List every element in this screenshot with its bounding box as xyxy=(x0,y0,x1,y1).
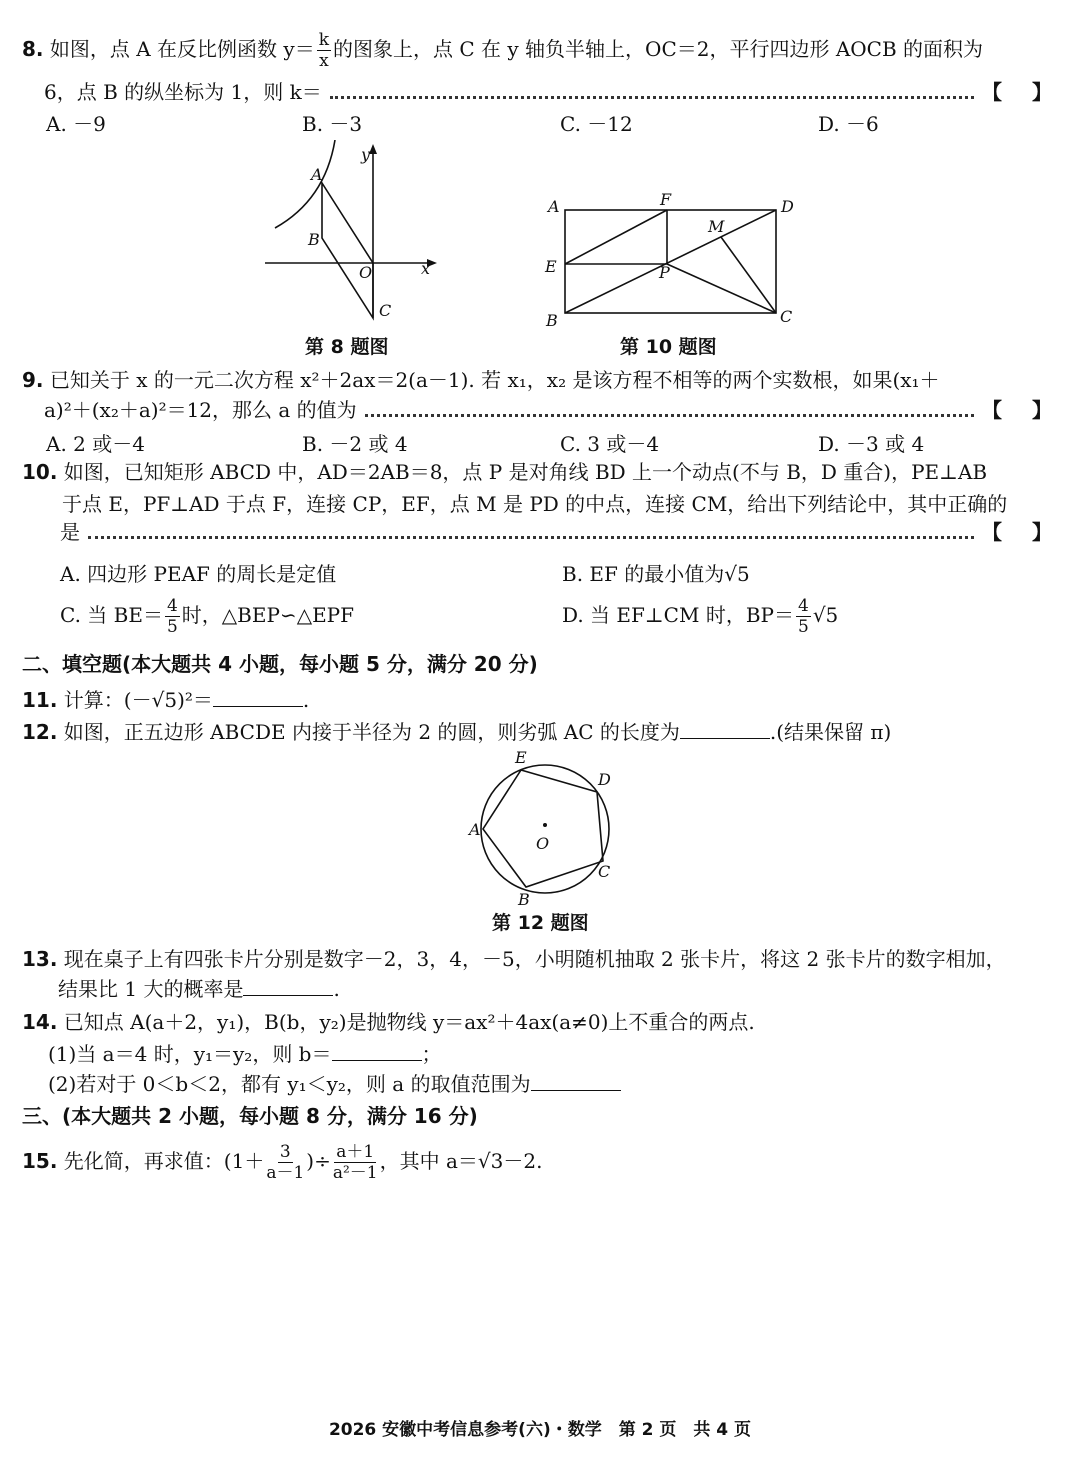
q8-text-part1: 如图，点 A 在反比例函数 y＝ xyxy=(49,37,315,61)
q8-frac-den: x xyxy=(319,51,329,71)
q10-line3 xyxy=(22,518,1052,546)
q8-figure xyxy=(255,140,445,325)
label-C: C xyxy=(780,307,793,326)
answer-bracket xyxy=(982,78,1052,106)
bracket-left: 【 xyxy=(982,80,1002,104)
bracket-left: 【 xyxy=(982,398,1002,422)
q13-end: . xyxy=(333,977,340,1001)
q15-post: ，其中 a＝√3－2. xyxy=(379,1149,543,1173)
label-P: P xyxy=(659,263,670,282)
q14-part1 xyxy=(22,1040,1078,1068)
segment-EF xyxy=(565,210,667,264)
label-A: A xyxy=(311,165,323,184)
diagonal-BD xyxy=(565,210,776,313)
label-B: B xyxy=(518,890,530,909)
q12-number: 12. xyxy=(22,720,58,744)
label-A: A xyxy=(469,820,481,839)
page-footer: 2026 安徽中考信息参考(六)・数学 第 2 页 共 4 页 xyxy=(328,1420,752,1440)
q9-option-b: B. －2 或 4 xyxy=(302,432,408,456)
q12-end: .(结果保留 π) xyxy=(769,720,892,744)
q8-option-d: D. －6 xyxy=(818,112,879,136)
q9-line2 xyxy=(22,396,1052,424)
q11-end: . xyxy=(302,688,310,712)
q10-option-c xyxy=(60,596,354,637)
q9-text-line2: a)²＋(x₂＋a)²＝12，那么 a 的值为 xyxy=(44,398,357,422)
segment-CM xyxy=(721,237,776,313)
q10-line1 xyxy=(22,458,1052,486)
q11-line xyxy=(22,686,1052,714)
leader-dots xyxy=(365,413,974,417)
q11-number: 11. xyxy=(22,688,58,712)
q14-part1-end: ； xyxy=(421,1042,442,1066)
q10-option-d-pre: D. 当 EF⊥CM 时，BP＝ xyxy=(562,603,794,627)
q9-option-c: C. 3 或－4 xyxy=(560,432,660,456)
q14-line1 xyxy=(22,1008,1052,1036)
q13-line2 xyxy=(22,975,1080,1003)
q9-option-a: A. 2 或－4 xyxy=(46,432,145,456)
frac-num: 4 xyxy=(166,596,178,616)
label-A: A xyxy=(548,197,560,216)
q13-number: 13. xyxy=(22,947,58,971)
frac-den: 5 xyxy=(797,617,809,637)
q10-figure xyxy=(540,188,800,328)
q8-line1 xyxy=(22,30,1052,71)
leader-dots xyxy=(88,535,974,539)
segment-CP xyxy=(667,264,776,313)
q10-text-line1: 如图，已知矩形 ABCD 中，AD＝2AB＝8，点 P 是对角线 BD 上一个动点(不与 B，D 重合)，PE⊥AB xyxy=(63,460,988,484)
bracket-left: 【 xyxy=(982,520,1002,544)
answer-bracket xyxy=(982,518,1052,546)
q10-option-c-fraction xyxy=(165,596,180,637)
label-E: E xyxy=(545,257,557,276)
answer-blank xyxy=(332,1042,422,1061)
q10-text-line3: 是 xyxy=(60,520,80,544)
q15-fraction-2 xyxy=(333,1142,378,1183)
q9-number: 9. xyxy=(22,368,44,392)
q8-frac-num: k xyxy=(318,30,330,50)
q8-figure-caption: 第 8 题图 xyxy=(305,336,389,358)
q14-part1-text: (1)当 a＝4 时，y₁＝y₂，则 b＝ xyxy=(48,1042,332,1066)
frac-den: a－1 xyxy=(266,1163,305,1183)
bracket-right: 】 xyxy=(1032,80,1052,104)
q10-option-d xyxy=(562,596,838,637)
answer-blank xyxy=(680,720,770,739)
q14-part2 xyxy=(22,1070,1078,1098)
leader-dots xyxy=(330,95,974,99)
q8-line2 xyxy=(22,78,1052,106)
q10-option-c-post: 时，△BEP∽△EPF xyxy=(181,603,355,627)
q15-pre: 先化简，再求值：(1＋ xyxy=(63,1149,265,1173)
q14-part2-text: (2)若对于 0＜b＜2，都有 y₁＜y₂，则 a 的取值范围为 xyxy=(48,1072,531,1096)
q8-option-a: A. －9 xyxy=(46,112,106,136)
q15-line xyxy=(22,1142,1052,1183)
frac-num: a＋1 xyxy=(336,1142,375,1162)
label-D: D xyxy=(598,770,611,789)
pentagon-ABCDE xyxy=(483,770,603,887)
q15-number: 15. xyxy=(22,1149,58,1173)
label-O: O xyxy=(359,263,373,282)
label-D: D xyxy=(781,197,794,216)
answer-bracket xyxy=(982,396,1052,424)
label-O: O xyxy=(536,834,550,853)
label-B: B xyxy=(308,230,320,249)
bracket-right: 】 xyxy=(1032,520,1052,544)
q10-option-a: A. 四边形 PEAF 的周长是定值 xyxy=(60,562,337,586)
center-point xyxy=(543,823,547,827)
q8-fraction xyxy=(317,30,331,71)
frac-den: a²－1 xyxy=(332,1163,378,1183)
label-y: y xyxy=(361,145,371,164)
q9-line1 xyxy=(22,366,1052,394)
q12-figure xyxy=(460,745,630,910)
label-x: x xyxy=(421,259,431,278)
answer-blank xyxy=(531,1072,621,1091)
q12-text: 如图，正五边形 ABCDE 内接于半径为 2 的圆，则劣弧 AC 的长度为 xyxy=(63,720,680,744)
label-E: E xyxy=(515,748,527,767)
q12-figure-caption: 第 12 题图 xyxy=(492,912,589,934)
label-C: C xyxy=(379,301,392,320)
q10-option-d-post: √5 xyxy=(812,603,839,627)
parallelogram-AOCB xyxy=(322,183,373,318)
label-C: C xyxy=(598,862,611,881)
q10-option-b: B. EF 的最小值为√5 xyxy=(562,562,750,586)
q10-line2: 于点 E，PF⊥AD 于点 F，连接 CP，EF，点 M 是 PD 的中点，连接 CM，给出下列结论中，其中正确的 xyxy=(62,492,1008,516)
frac-num: 3 xyxy=(279,1142,291,1162)
q9-text-line1: 已知关于 x 的一元二次方程 x²＋2ax＝2(a－1). 若 x₁，x₂ 是该方程不相等的两个实数根，如果(x₁＋ xyxy=(49,368,940,392)
answer-blank xyxy=(243,977,333,996)
answer-blank xyxy=(213,688,303,707)
y-axis-arrow xyxy=(369,144,377,154)
label-B: B xyxy=(546,311,558,328)
q8-text-line2: 6，点 B 的纵坐标为 1，则 k＝ xyxy=(44,80,322,104)
q8-option-c: C. －12 xyxy=(560,112,633,136)
q9-option-d: D. －3 或 4 xyxy=(818,432,925,456)
hyperbola-curve xyxy=(275,140,335,228)
q10-figure-caption: 第 10 题图 xyxy=(620,336,717,358)
bracket-right: 】 xyxy=(1032,398,1052,422)
q10-number: 10. xyxy=(22,460,58,484)
frac-num: 4 xyxy=(797,596,809,616)
q13-line1 xyxy=(22,945,1052,973)
q14-text: 已知点 A(a＋2，y₁)，B(b，y₂)是抛物线 y＝ax²＋4ax(a≠0)上不重合的两点. xyxy=(63,1010,755,1034)
q8-option-b: B. －3 xyxy=(302,112,363,136)
frac-den: 5 xyxy=(166,617,178,637)
q8-number: 8. xyxy=(22,37,44,61)
q8-text-part2: 的图象上，点 C 在 y 轴负半轴上，OC＝2，平行四边形 AOCB 的面积为 xyxy=(333,37,984,61)
q10-option-d-fraction xyxy=(796,596,811,637)
label-F: F xyxy=(660,190,672,209)
section-3-heading: 三、(本大题共 2 小题，每小题 8 分，满分 16 分) xyxy=(22,1104,478,1128)
label-M: M xyxy=(708,217,725,236)
q15-fraction-1 xyxy=(266,1142,304,1183)
section-2-heading: 二、填空题(本大题共 4 小题，每小题 5 分，满分 20 分) xyxy=(22,652,538,676)
circle-O xyxy=(481,765,609,893)
q13-text-line1: 现在桌子上有四张卡片分别是数字－2，3，4，－5，小明随机抽取 2 张卡片，将这 2 张卡片的数字相加， xyxy=(63,947,1006,971)
q14-number: 14. xyxy=(22,1010,58,1034)
q12-line xyxy=(22,718,1052,746)
q11-text: 计算：(－√5)²＝ xyxy=(63,688,213,712)
q13-text-line2: 结果比 1 大的概率是 xyxy=(58,977,244,1001)
q10-option-c-pre: C. 当 BE＝ xyxy=(60,603,163,627)
q15-mid: )÷ xyxy=(306,1149,331,1173)
